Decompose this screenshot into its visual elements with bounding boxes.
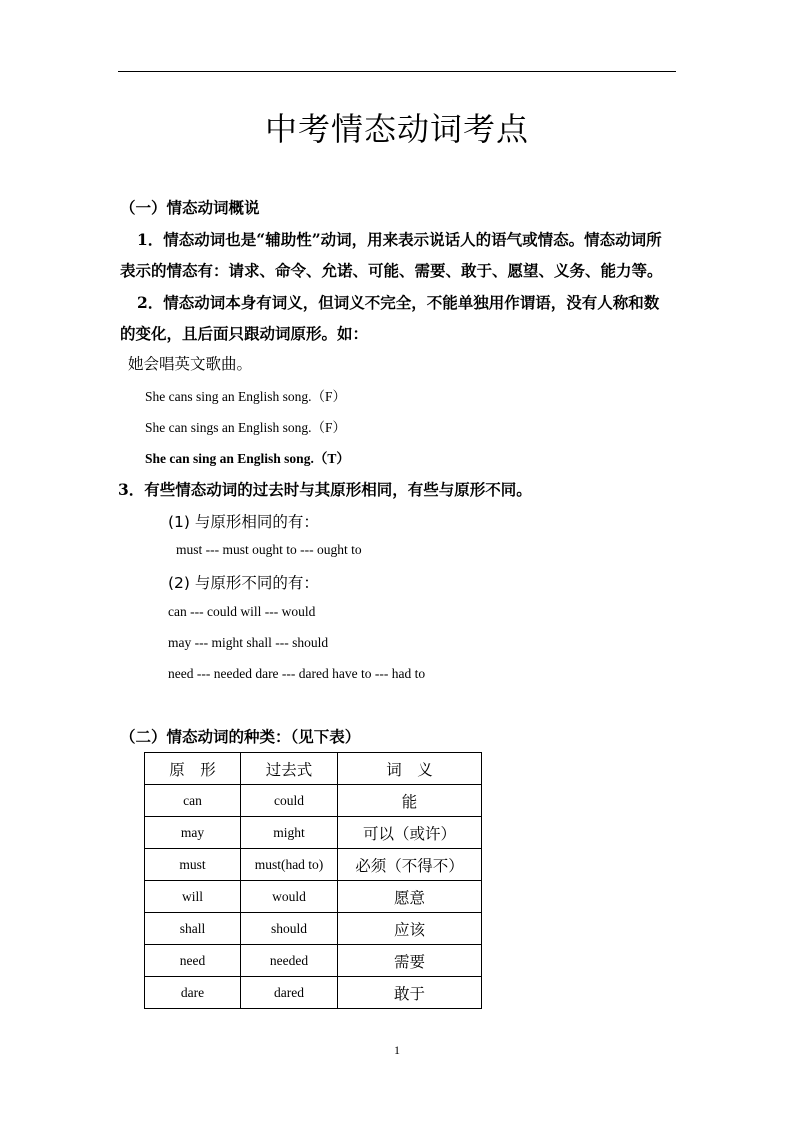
- paragraph1-line2: 表示的情态有：请求、命令、允诺、可能、需要、敢于、愿望、义务、能力等。: [120, 261, 663, 280]
- example-sentence-3: She can sing an English song.（T）: [145, 451, 350, 466]
- different-form-line2: may --- might shall --- should: [168, 635, 329, 650]
- example-sentence-1: She cans sing an English song.（F）: [145, 389, 346, 404]
- cell-meaning: 可以（或许）: [338, 817, 482, 849]
- paragraph1-line1: 1．情态动词也是“辅助性”动词，用来表示说话人的语气或情态。情态动词所: [137, 230, 662, 249]
- cell-base-form: may: [145, 817, 241, 849]
- cell-meaning: 愿意: [338, 881, 482, 913]
- cell-base-form: will: [145, 881, 241, 913]
- cell-meaning: 必须（不得不）: [338, 849, 482, 881]
- cell-base-form: can: [145, 785, 241, 817]
- cell-meaning: 需要: [338, 945, 482, 977]
- modal-verbs-table: [144, 752, 482, 1009]
- section1-heading: （一）情态动词概说: [120, 198, 260, 217]
- paragraph2-line1: 2．情态动词本身有词义，但词义不完全，不能单独用作谓语，没有人称和数: [137, 293, 660, 312]
- different-form-line3: need --- needed dare --- dared have to --- had to: [168, 666, 426, 681]
- table-header-row: [145, 753, 482, 785]
- example-chinese: 她会唱英文歌曲。: [128, 355, 253, 373]
- cell-past-form: must(had to): [241, 849, 338, 881]
- header-rule: [118, 71, 676, 72]
- cell-meaning: 应该: [338, 913, 482, 945]
- table-row: [145, 945, 482, 977]
- header-meaning: 词 义: [338, 753, 482, 785]
- same-form-items: must --- must ought to --- ought to: [176, 542, 362, 557]
- cell-meaning: 敢于: [338, 977, 482, 1009]
- cell-past-form: would: [241, 881, 338, 913]
- table-row: [145, 785, 482, 817]
- table-row: [145, 849, 482, 881]
- section2-heading: （二）情态动词的种类：（见下表）: [120, 727, 361, 746]
- different-form-label: (2) 与原形不同的有：: [168, 574, 319, 592]
- cell-base-form: shall: [145, 913, 241, 945]
- cell-past-form: needed: [241, 945, 338, 977]
- document-title: 中考情态动词考点: [264, 110, 529, 148]
- different-form-line1: can --- could will --- would: [168, 604, 316, 619]
- header-past-form: 过去式: [241, 753, 338, 785]
- page-number: 1: [394, 1043, 400, 1057]
- cell-meaning: 能: [338, 785, 482, 817]
- paragraph2-line2: 的变化，且后面只跟动词原形。如：: [120, 324, 369, 343]
- header-base-form: 原 形: [145, 753, 241, 785]
- cell-past-form: should: [241, 913, 338, 945]
- cell-base-form: must: [145, 849, 241, 881]
- same-form-label: (1) 与原形相同的有：: [168, 513, 319, 531]
- cell-base-form: dare: [145, 977, 241, 1009]
- table-row: [145, 817, 482, 849]
- example-sentence-2: She can sings an English song.（F）: [145, 420, 346, 435]
- paragraph3: 3．有些情态动词的过去时与其原形相同，有些与原形不同。: [118, 480, 532, 499]
- table-row: [145, 977, 482, 1009]
- table-row: [145, 913, 482, 945]
- cell-base-form: need: [145, 945, 241, 977]
- table-row: [145, 881, 482, 913]
- cell-past-form: dared: [241, 977, 338, 1009]
- cell-past-form: could: [241, 785, 338, 817]
- cell-past-form: might: [241, 817, 338, 849]
